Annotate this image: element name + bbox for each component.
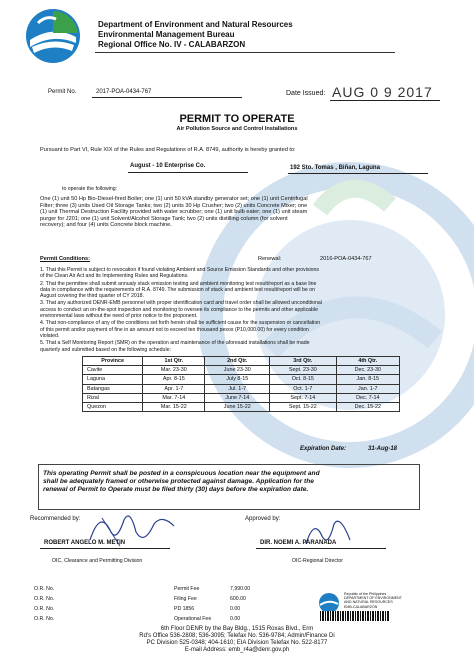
table-cell: Batangas: [83, 384, 143, 393]
table-header-row: [83, 357, 400, 366]
denr-logo: [24, 7, 82, 65]
condition-line: 4. That non-compliance of any of the conditions set forth herein shall be sufficient cause for the suspension or cancellation: [40, 320, 321, 327]
condition-line: of this permit and/or payment of fine in an amount not to exceed ten thousand pesos (P10,000.00) for every condition: [40, 326, 309, 333]
or-number-label: O.R. No.: [34, 596, 55, 602]
header-rule: [95, 52, 395, 53]
barcode: [320, 611, 390, 621]
column-header: 1st Qtr.: [143, 357, 205, 366]
condition-line: 3. That any authorized DENR-EMB personnel with proper identification card and travel order shall be allowed unconditional: [40, 300, 322, 307]
condition-line: quarterly and submitted based on the following schedule:: [40, 346, 171, 353]
or-number-label: O.R. No.: [34, 606, 55, 612]
expiration-date: 31-Aug-18: [368, 446, 398, 452]
column-header: 4th Qtr.: [336, 357, 399, 366]
conditions-list: [40, 267, 450, 353]
grantee-underline: [128, 172, 248, 173]
notice-line: shall be adequately framed or otherwise protected against damage. Application for the: [43, 478, 314, 485]
email-line: E-mail Address: emb_r4a@denr.gov.ph: [184, 647, 290, 653]
table-cell: June 23-30: [205, 366, 270, 375]
fee-amount: 600.00: [230, 596, 246, 602]
table-cell: Rizal: [83, 393, 143, 402]
condition-line: 5. That a Self Monitoring Report (SMR) on the operation and maintenance of the aforesaid installations shall be made: [40, 340, 310, 347]
table-cell: Jan. 1-7: [336, 384, 399, 393]
fee-label: Operational Fee: [174, 616, 212, 622]
table-row: [83, 384, 400, 393]
pursuant-text: Pursuant to Part VI, Rule XIX of the Rules and Regulations of R.A. 8749, authority is hereby granted to:: [40, 147, 296, 153]
fee-row: [34, 606, 274, 616]
address-line: Rd's Office 536-2808; 536-3095; Telefax No. 536-9784; Admin/Finance Di: [139, 633, 335, 639]
equipment-line: recovery); and four (4) units Concrete block machine.: [40, 222, 172, 229]
table-cell: Mar. 23-30: [143, 366, 205, 375]
condition-line: August covering the third quarter of CY 2018.: [40, 293, 145, 300]
address-line: 6th Floor DENR by the Bay Bldg., 1515 Roxas Blvd., Erm: [160, 626, 314, 632]
date-issued-stamp: AUG 0 9 2017: [332, 84, 433, 100]
condition-line: of the Clean Air Act and its Implementing Rules and Regulations.: [40, 273, 189, 280]
table-cell: Sept. 7-14: [270, 393, 336, 402]
column-header: 3rd Qtr.: [270, 357, 336, 366]
table-cell: Cavite: [83, 366, 143, 375]
seal-line: EMB-CALABARZON: [344, 604, 378, 609]
table-row: [83, 375, 400, 384]
agency-name: Department of Environment and Natural Resources: [98, 20, 293, 29]
condition-line: 2. That the permittee shall submit annualy stack emission testing and ambient monitoring test result/report as a base line: [40, 280, 317, 287]
table-cell: Laguna: [83, 375, 143, 384]
condition-line: data in compliance with the requirements of R.A. 8749. The submission of stack and ambient test result/report will be on: [40, 286, 315, 293]
condition-line: 1. That this Permit is subject to revocation if found violating Ambient and Source Emission Standards and other provisions: [40, 267, 320, 273]
equipment-line: Filter; three (3) units Used Oil Storage Tanks; two (2) units 30 Hp Crusher; two (2) units Concrete Mixer; one: [40, 202, 308, 209]
equipment-line: (1) unit Thermal Destruction Facility provided with water scrubber; one (1) unit bulb eater; one (1) unit steam: [40, 209, 308, 216]
notice-line: renewal of Permit to Operate must be filed thirty (30) days before the expiration date.: [43, 486, 309, 493]
approver-name: DIR. NOEMI A. PARANADA: [260, 540, 337, 546]
date-underline: [330, 100, 440, 101]
table-cell: Jan. 8-15: [336, 375, 399, 384]
column-header: 2nd Qtr.: [205, 357, 270, 366]
address-underline: [288, 173, 428, 174]
regional-office: Regional Office No. IV - CALABARZON: [98, 40, 246, 49]
approved-by-label: Approved by:: [245, 516, 281, 522]
document-subtitle: Air Pollution Source and Control Installations: [176, 126, 298, 132]
seal-line: Republic of the Philippines: [344, 592, 387, 596]
fee-amount: 0.00: [230, 606, 241, 612]
condition-line: environmental laws without the need of prior notice to the proponent.: [40, 313, 198, 320]
table-cell: Jul. 1-7: [205, 384, 270, 393]
table-row: [83, 402, 400, 411]
table-cell: Mar. 7-14: [143, 393, 205, 402]
recommender-line: [40, 548, 170, 549]
expiration-label: Expiration Date:: [300, 446, 347, 452]
renewal-number: 2016-POA-0434-767: [320, 256, 372, 262]
or-number-label: O.R. No.: [34, 586, 55, 592]
seal-line: AND NATURAL RESOURCES: [344, 600, 393, 605]
seal-text: [344, 592, 402, 609]
table-cell: Apr. 8-15: [143, 375, 205, 384]
document-title: PERMIT TO OPERATE: [179, 113, 295, 125]
renewal-label: Renewal:: [258, 256, 282, 262]
condition-line: violated.: [40, 332, 60, 339]
fee-label: PD 1856: [174, 606, 195, 612]
table-cell: June 15-22: [205, 402, 270, 411]
fee-row: [34, 596, 274, 606]
posting-notice-box: [38, 464, 420, 510]
date-issued-label: Date Issued:: [286, 90, 326, 97]
table-cell: July 8-15: [205, 375, 270, 384]
fee-label: Filing Fee: [174, 596, 197, 602]
table-cell: Quezon: [83, 402, 143, 411]
table-cell: June 7-14: [205, 393, 270, 402]
equipment-list: [40, 196, 440, 229]
equipment-line: One (1) unit 50 Hp Bio-Diesel-fired Boiler; one (1) unit 50 kVA standby generator set; one (1) unit Centrifugal: [40, 196, 308, 202]
seal-line: DEPARTMENT OF ENVIRONMENT: [344, 596, 402, 601]
fees-list: [34, 586, 274, 626]
grantee-address: 192 Sto. Tomas , Biñan, Laguna: [290, 165, 380, 171]
permit-no-label: Permit No.: [48, 89, 77, 95]
bureau-name: Environmental Management Bureau: [98, 30, 235, 39]
footer-address: [0, 626, 474, 654]
approver-line: [256, 548, 386, 549]
condition-line: access to conduct an on-the-spot inspection and monitoring to oversee its compliance to the permits and other applicable: [40, 306, 318, 313]
fee-row: [34, 586, 274, 596]
permit-no-underline: [92, 97, 242, 98]
table-cell: Dec. 7-14: [336, 393, 399, 402]
smr-schedule-table: [82, 356, 400, 412]
table-cell: Apr. 1-7: [143, 384, 205, 393]
table-row: [83, 366, 400, 375]
table-cell: Oct. 1-7: [270, 384, 336, 393]
table-row: [83, 393, 400, 402]
fee-row: [34, 616, 274, 626]
table-cell: Dec. 23-30: [336, 366, 399, 375]
equipment-line: purger for J201; one (1) unit Solvent/Alcohol Storage Tank; two (2) units distilling column (for solvent: [40, 215, 288, 222]
table-cell: Sept. 15-22: [270, 402, 336, 411]
fee-amount: 0.00: [230, 616, 241, 622]
conditions-label: Permit Conditions:: [40, 256, 91, 262]
recommended-by-label: Recommended by:: [30, 516, 81, 522]
fee-label: Permit Fee: [174, 586, 200, 592]
approver-title: OIC-Regional Director: [292, 558, 344, 564]
table-cell: Dec. 15-22: [336, 402, 399, 411]
operate-label: to operate the following:: [62, 186, 118, 192]
notice-line: This operating Permit shall be posted in a conspicuous location near the equipment and: [43, 470, 320, 477]
recommender-name: ROBERT ANGELO M. METIN: [44, 540, 126, 546]
permit-no: 2017-POA-0434-767: [96, 89, 152, 95]
column-header: Province: [83, 357, 143, 366]
recommender-title: OIC, Clearance and Permitting Division: [52, 558, 143, 564]
table-cell: Mar. 15-22: [143, 402, 205, 411]
table-cell: Oct. 8-15: [270, 375, 336, 384]
or-number-label: O.R. No.: [34, 616, 55, 622]
grantee-name: August - 10 Enterprise Co.: [130, 163, 206, 169]
address-line: PC Division 525-0348; 404-1610; EIA Division Telefax No. 522-8177: [146, 640, 328, 646]
fee-amount: 7,990.00: [230, 586, 251, 592]
table-cell: Sept. 23-30: [270, 366, 336, 375]
